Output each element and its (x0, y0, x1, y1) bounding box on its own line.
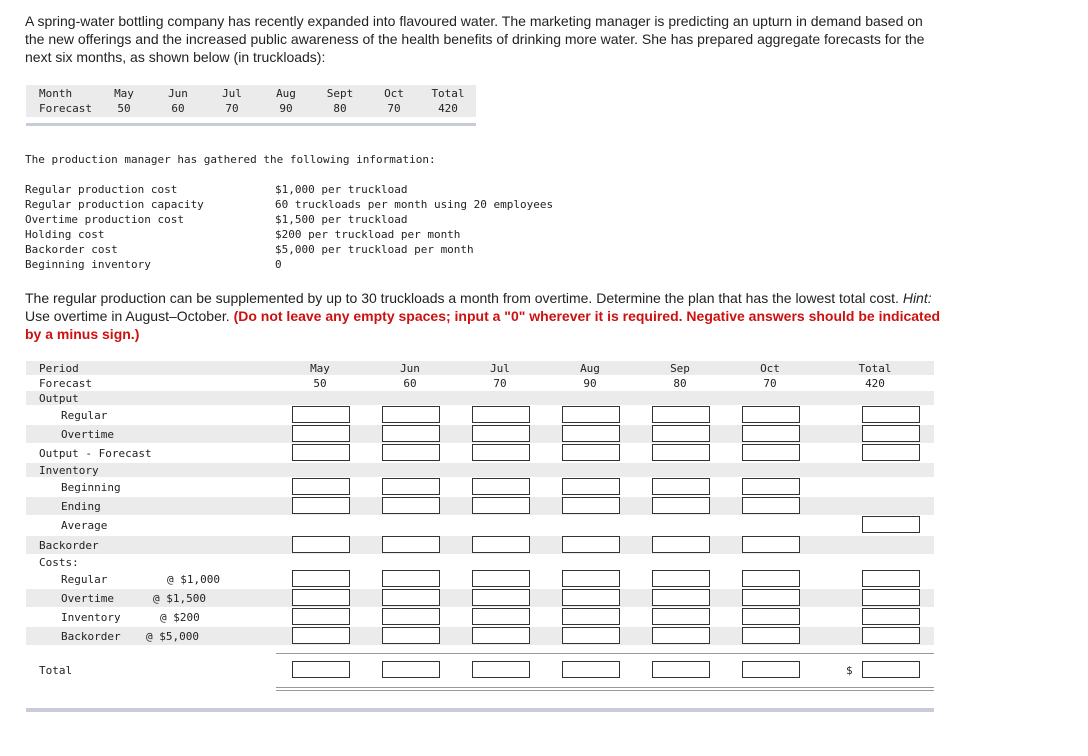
info-label: Regular production capacity (25, 198, 204, 211)
forecast-month: Sept (326, 87, 354, 100)
forecast-month: Aug (276, 87, 296, 100)
inventory-average-total-input[interactable] (862, 516, 920, 533)
inventory-beginning-aug-input[interactable] (562, 478, 620, 495)
cost-overtime-jul-input[interactable] (472, 589, 530, 606)
cost-inventory-may-input[interactable] (292, 608, 350, 625)
forecast-month: Jul (222, 87, 242, 100)
backorder-jun-input[interactable] (382, 536, 440, 553)
forecast-value: 70 (387, 102, 401, 115)
inventory-label: Inventory (39, 464, 99, 477)
forecast-table-forecast-label: Forecast (39, 102, 92, 115)
cost-overtime-rate: @ $1,500 (153, 592, 206, 605)
inventory-ending-may-input[interactable] (292, 497, 350, 514)
total-top-rule (276, 653, 934, 654)
cost-total-total-input[interactable] (862, 661, 920, 678)
backorder-aug-input[interactable] (562, 536, 620, 553)
regular-total-input[interactable] (862, 406, 920, 423)
cost-total-jul-input[interactable] (472, 661, 530, 678)
column-header: Total (858, 362, 892, 375)
beginning-label: Beginning (61, 481, 121, 494)
inventory-beginning-jun-input[interactable] (382, 478, 440, 495)
cost-overtime-total-input[interactable] (862, 589, 920, 606)
cost-inventory-jul-input[interactable] (472, 608, 530, 625)
cost-backorder-jul-input[interactable] (472, 627, 530, 644)
overtime-oct-input[interactable] (742, 425, 800, 442)
info-label: Holding cost (25, 228, 105, 241)
cost-inventory-jun-input[interactable] (382, 608, 440, 625)
table-bottom-rule (26, 708, 934, 712)
column-header: May (310, 362, 330, 375)
cost-overtime-jun-input[interactable] (382, 589, 440, 606)
backorder-may-input[interactable] (292, 536, 350, 553)
cost-inventory-oct-input[interactable] (742, 608, 800, 625)
forecast-value: 60 (171, 102, 185, 115)
total-double-rule-1 (276, 687, 934, 688)
forecast-table-rule (26, 123, 476, 126)
overtime-total-input[interactable] (862, 425, 920, 442)
forecast-month: Oct (384, 87, 404, 100)
backorder-oct-input[interactable] (742, 536, 800, 553)
inventory-ending-sep-input[interactable] (652, 497, 710, 514)
cost-regular-may-input[interactable] (292, 570, 350, 587)
overtime-jul-input[interactable] (472, 425, 530, 442)
forecast-month: May (114, 87, 134, 100)
cost-total-sep-input[interactable] (652, 661, 710, 678)
cost-regular-jun-input[interactable] (382, 570, 440, 587)
forecast-value: 90 (279, 102, 293, 115)
plan-forecast-value: 90 (583, 377, 597, 390)
costs-label: Costs: (39, 556, 79, 569)
overtime-aug-input[interactable] (562, 425, 620, 442)
forecast-month: Jun (168, 87, 188, 100)
cost-total-jun-input[interactable] (382, 661, 440, 678)
inventory-beginning-may-input[interactable] (292, 478, 350, 495)
backorder-sep-input[interactable] (652, 536, 710, 553)
column-header: Oct (760, 362, 780, 375)
column-header: Aug (580, 362, 600, 375)
regular-aug-input[interactable] (562, 406, 620, 423)
plan-forecast-value: 420 (865, 377, 885, 390)
inventory-ending-jun-input[interactable] (382, 497, 440, 514)
output-minus-forecast-may-input[interactable] (292, 444, 350, 461)
cost-inventory-aug-input[interactable] (562, 608, 620, 625)
info-label: Beginning inventory (25, 258, 151, 271)
inventory-ending-aug-input[interactable] (562, 497, 620, 514)
cost-regular-sep-input[interactable] (652, 570, 710, 587)
forecast-value: 80 (333, 102, 347, 115)
question-text (25, 289, 955, 343)
hint-text: Use overtime in August–October. (25, 308, 230, 324)
regular-jun-input[interactable] (382, 406, 440, 423)
backorder-jul-input[interactable] (472, 536, 530, 553)
period-label: Period (39, 362, 79, 375)
inventory-beginning-jul-input[interactable] (472, 478, 530, 495)
cost-backorder-may-input[interactable] (292, 627, 350, 644)
plan-forecast-value: 70 (763, 377, 777, 390)
inventory-row-band (26, 463, 934, 477)
cost-regular-label: Regular (61, 573, 108, 586)
cost-backorder-rate: @ $5,000 (146, 630, 199, 643)
output-minus-forecast-label: Output - Forecast (39, 447, 152, 460)
regular-label: Regular (61, 409, 108, 422)
info-label: Overtime production cost (25, 213, 184, 226)
cost-inventory-rate: @ $200 (160, 611, 200, 624)
output-minus-forecast-aug-input[interactable] (562, 444, 620, 461)
column-header: Jul (490, 362, 510, 375)
info-value: 60 truckloads per month using 20 employees (275, 198, 554, 211)
info-value: $200 per truckload per month (275, 228, 461, 241)
cost-regular-rate: @ $1,000 (167, 573, 220, 586)
cost-regular-oct-input[interactable] (742, 570, 800, 587)
regular-oct-input[interactable] (742, 406, 800, 423)
overtime-jun-input[interactable] (382, 425, 440, 442)
average-label: Average (61, 519, 108, 532)
forecast-table-month-label: Month (39, 87, 73, 100)
output-minus-forecast-oct-input[interactable] (742, 444, 800, 461)
cost-regular-jul-input[interactable] (472, 570, 530, 587)
regular-sep-input[interactable] (652, 406, 710, 423)
output-minus-forecast-total-input[interactable] (862, 444, 920, 461)
inventory-ending-jul-input[interactable] (472, 497, 530, 514)
backorder-label: Backorder (39, 539, 99, 552)
answer-instruction: (Do not leave any empty spaces; input a "0" wherever it is required. Negative answers should be indicated by a minus sign.) (25, 308, 941, 342)
info-value: $1,500 per truckload (275, 213, 408, 226)
overtime-may-input[interactable] (292, 425, 350, 442)
inventory-beginning-oct-input[interactable] (742, 478, 800, 495)
info-heading: The production manager has gathered the following information: (25, 153, 436, 166)
forecast-value: 420 (438, 102, 458, 115)
inventory-ending-oct-input[interactable] (742, 497, 800, 514)
info-label: Regular production cost (25, 183, 178, 196)
plan-forecast-value: 70 (493, 377, 507, 390)
cost-backorder-total-input[interactable] (862, 627, 920, 644)
total-label: Total (39, 664, 73, 677)
forecast-value: 70 (225, 102, 239, 115)
cost-overtime-label: Overtime (61, 592, 114, 605)
cost-backorder-label: Backorder (61, 630, 121, 643)
cost-overtime-aug-input[interactable] (562, 589, 620, 606)
plan-forecast-value: 60 (403, 377, 417, 390)
ending-label: Ending (61, 500, 101, 513)
cost-inventory-label: Inventory (61, 611, 121, 624)
inventory-beginning-sep-input[interactable] (652, 478, 710, 495)
cost-inventory-total-input[interactable] (862, 608, 920, 625)
cost-backorder-sep-input[interactable] (652, 627, 710, 644)
cost-overtime-sep-input[interactable] (652, 589, 710, 606)
output-row-band (26, 391, 934, 405)
info-value: 0 (275, 258, 282, 271)
cost-total-oct-input[interactable] (742, 661, 800, 678)
cost-regular-total-input[interactable] (862, 570, 920, 587)
regular-jul-input[interactable] (472, 406, 530, 423)
forecast-value: 50 (117, 102, 131, 115)
cost-total-may-input[interactable] (292, 661, 350, 678)
column-header: Sep (670, 362, 690, 375)
output-label: Output (39, 392, 79, 405)
plan-forecast-value: 50 (313, 377, 327, 390)
info-value: $1,000 per truckload (275, 183, 408, 196)
regular-may-input[interactable] (292, 406, 350, 423)
cost-total-aug-input[interactable] (562, 661, 620, 678)
forecast-month: Total (431, 87, 465, 100)
cost-regular-aug-input[interactable] (562, 570, 620, 587)
column-header: Jun (400, 362, 420, 375)
overtime-label: Overtime (61, 428, 114, 441)
total-double-rule-2 (276, 690, 934, 691)
forecast-label: Forecast (39, 377, 92, 390)
currency-symbol: $ (846, 664, 853, 677)
cost-backorder-oct-input[interactable] (742, 627, 800, 644)
output-minus-forecast-jul-input[interactable] (472, 444, 530, 461)
overtime-sep-input[interactable] (652, 425, 710, 442)
plan-forecast-value: 80 (673, 377, 687, 390)
info-value: $5,000 per truckload per month (275, 243, 474, 256)
intro-paragraph: A spring-water bottling company has recently expanded into flavoured water. The marketing manager is predicting an upturn in demand based on the new offerings and the increased public awareness of the health benefits of drinking more water. She has prepared aggregate forecasts for the next six months, as shown below (in truckloads): (25, 13, 925, 65)
cost-overtime-may-input[interactable] (292, 589, 350, 606)
cost-inventory-sep-input[interactable] (652, 608, 710, 625)
hint-label: Hint: (902, 290, 932, 306)
output-minus-forecast-sep-input[interactable] (652, 444, 710, 461)
question-body: The regular production can be supplemented by up to 30 truckloads a month from overtime. Determine the plan that has the lowest total cost. (25, 290, 899, 306)
cost-backorder-aug-input[interactable] (562, 627, 620, 644)
output-minus-forecast-jun-input[interactable] (382, 444, 440, 461)
cost-overtime-oct-input[interactable] (742, 589, 800, 606)
info-label: Backorder cost (25, 243, 118, 256)
cost-backorder-jun-input[interactable] (382, 627, 440, 644)
